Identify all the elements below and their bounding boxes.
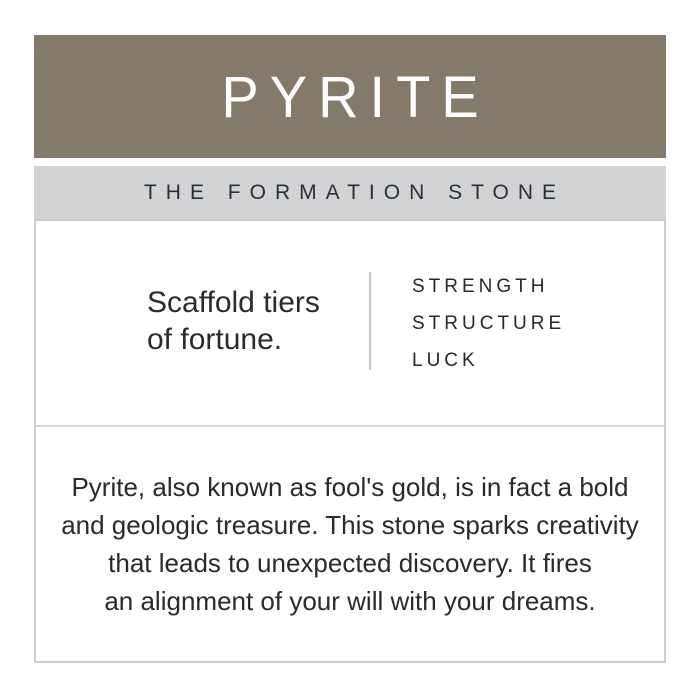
tagline-section [36, 221, 664, 427]
stone-subtitle: THE FORMATION STONE [143, 180, 566, 204]
trait-strength: STRENGTH [412, 276, 549, 297]
description-line-3: that leads to unexpected discovery. It fires [108, 548, 592, 578]
banner-gap [34, 158, 666, 166]
description-line-2: and geologic treasure. This stone sparks creativity [61, 510, 639, 540]
tagline-line-2: of fortune. [147, 323, 283, 356]
title-banner [34, 35, 666, 158]
description-line-1: Pyrite, also known as fool's gold, is in fact a bold [71, 472, 629, 502]
trait-structure: STRUCTURE [412, 313, 566, 334]
tagline [147, 284, 320, 358]
vertical-divider [369, 272, 371, 370]
stone-title: PYRITE [221, 63, 490, 129]
card [34, 35, 666, 663]
description-section [36, 427, 664, 661]
subtitle-band [34, 166, 666, 219]
description-line-4: an alignment of your will with your dreams. [104, 586, 596, 616]
traits-list [412, 268, 565, 379]
tagline-line-1: Scaffold tiers [147, 286, 320, 319]
trait-luck: LUCK [412, 350, 479, 371]
content-box [34, 219, 666, 663]
